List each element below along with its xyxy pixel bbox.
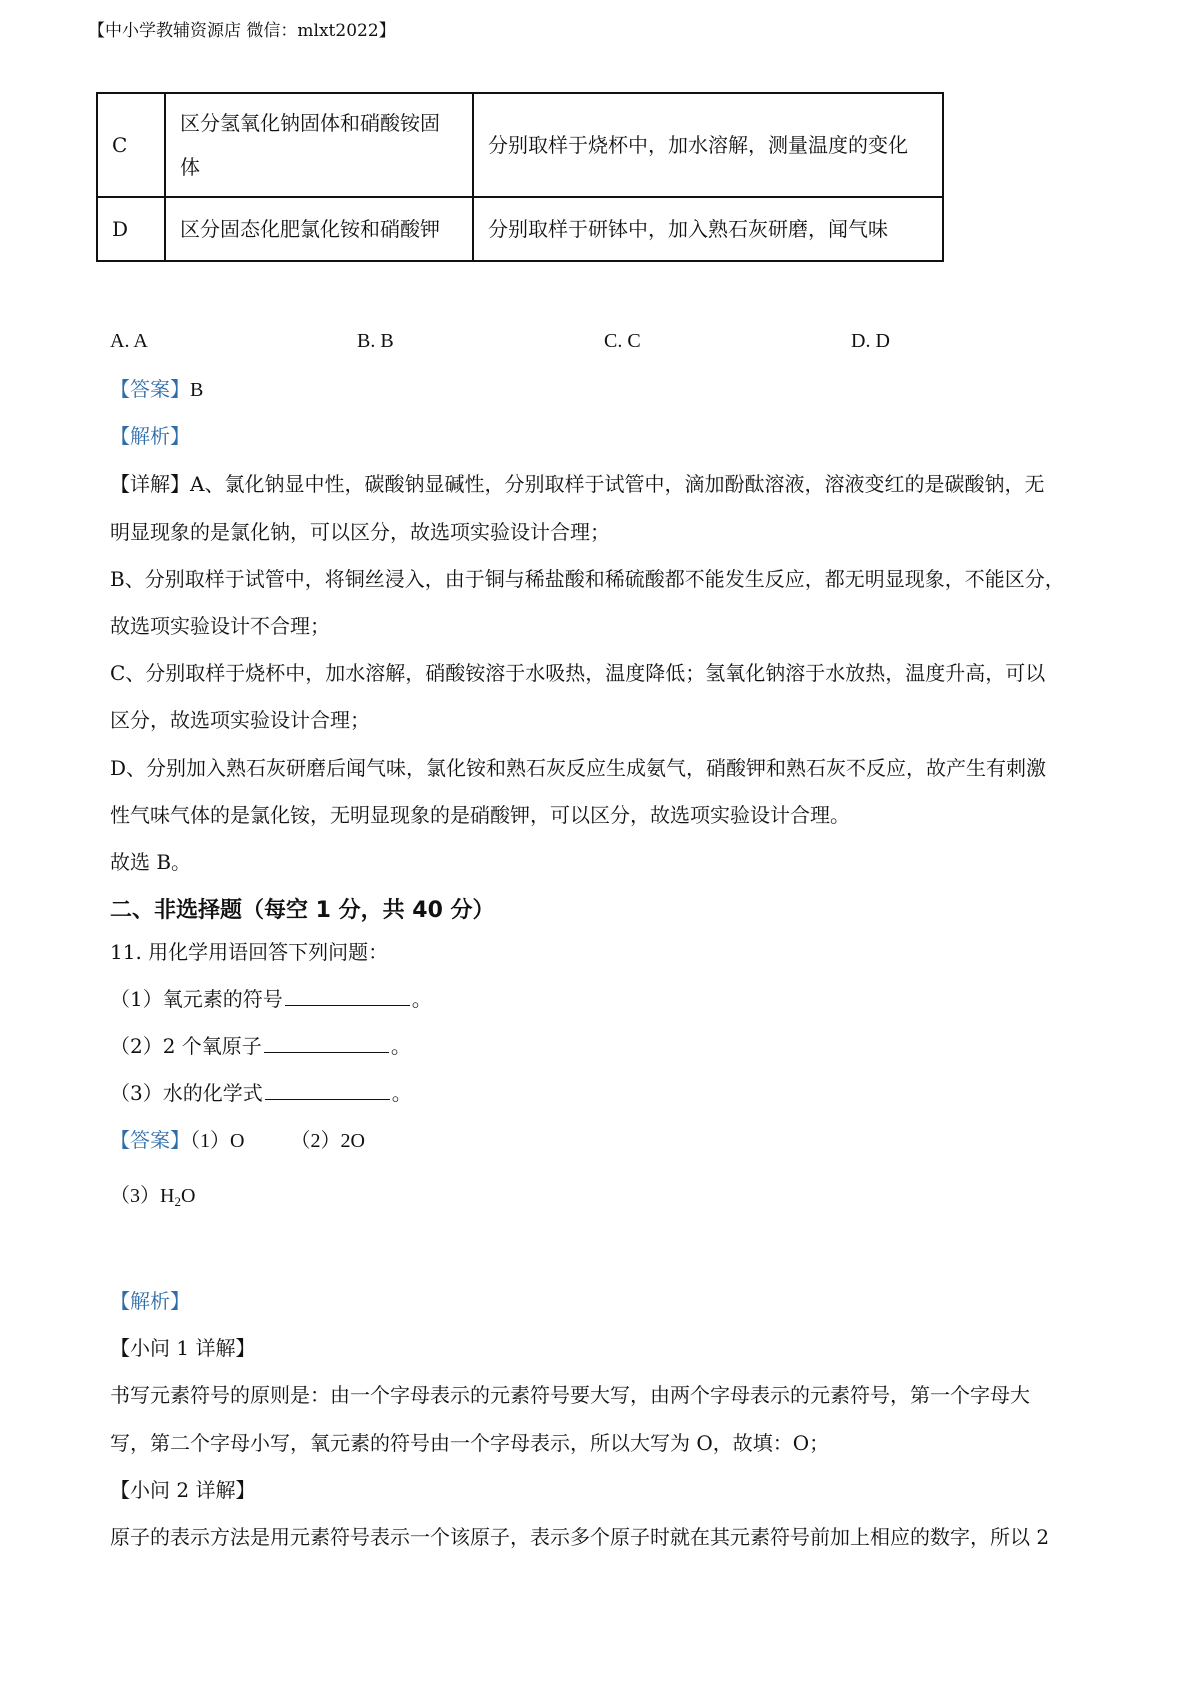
- option-b: B. B: [357, 330, 394, 352]
- detail-line: 【详解】A、氯化钠显中性，碳酸钠显碱性，分别取样于试管中，滴加酚酞溶液，溶液变红的是碳酸钠，无: [110, 472, 1045, 496]
- detail-line: 区分，故选项实验设计合理；: [110, 708, 370, 732]
- detail-line: C、分别取样于烧杯中，加水溶解，硝酸铵溶于水吸热，温度降低；氢氧化钠溶于水放热，温度升高，可以: [110, 661, 1046, 685]
- detail-line: 故选 B。: [110, 850, 192, 874]
- option-d: D. D: [851, 330, 890, 352]
- q11-sub3: （3）水的化学式 。: [110, 1081, 412, 1105]
- part1-line: 写，第二个字母小写，氧元素的符号由一个字母表示，所以大写为 O，故填：O；: [110, 1431, 830, 1455]
- q10-answer: [110, 375, 203, 404]
- part2-tag: 【小问 2 详解】: [110, 1478, 256, 1502]
- answer-tag: 【答案】: [110, 1128, 190, 1152]
- detail-line: 性气味气体的是氯化铵，无明显现象的是硝酸钾，可以区分，故选项实验设计合理。: [110, 803, 850, 827]
- watermark-header: 【中小学教辅资源店 微信：mlxt2022】: [88, 21, 396, 41]
- detail-tag: 【详解】: [110, 472, 190, 496]
- row-label: C: [97, 93, 165, 197]
- detail-line: D、分别加入熟石灰研磨后闻气味，氯化铵和熟石灰反应生成氨气，硝酸钾和熟石灰不反应，故产生有刺激: [110, 756, 1047, 780]
- answer-blank: [265, 1079, 390, 1100]
- answer-value: B: [190, 379, 204, 401]
- option-c: C. C: [604, 330, 641, 352]
- detail-line: B、分别取样于试管中，将铜丝浸入，由于铜与稀盐酸和稀硫酸都不能发生反应，都无明显现象，不能区分，: [110, 567, 1065, 591]
- detail-line: 明显现象的是氯化钠，可以区分，故选项实验设计合理；: [110, 520, 610, 544]
- q11-answer-3: $(3)H_2O$: [110, 1185, 196, 1209]
- q11-answer: 【答案】（1）O （2）2O: [110, 1128, 365, 1152]
- table-row: [97, 93, 943, 197]
- row-method: 分别取样于研钵中，加入熟石灰研磨，闻气味: [473, 197, 943, 261]
- part1-line: 书写元素符号的原则是：由一个字母表示的元素符号要大写，由两个字母表示的元素符号，第一个字母大: [110, 1383, 1030, 1407]
- q11-analysis-tag: 【解析】: [110, 1289, 190, 1313]
- part1-tag: 【小问 1 详解】: [110, 1336, 256, 1360]
- row-item: 区分固态化肥氯化铵和硝酸钾: [165, 197, 473, 261]
- answer-blank: [285, 985, 410, 1006]
- answer-blank: [264, 1032, 389, 1053]
- q11-sub1: （1）氧元素的符号 。: [110, 987, 432, 1011]
- answer-tag: 【答案】: [110, 377, 190, 401]
- q11-sub2: （2）2 个氧原子 。: [110, 1034, 411, 1058]
- part2-line: 原子的表示方法是用元素符号表示一个该原子，表示多个原子时就在其元素符号前加上相应的数字，所以 2: [110, 1525, 1050, 1549]
- row-item: 区分氢氧化钠固体和硝酸铵固体: [165, 93, 473, 197]
- q11-stem: 11. 用化学用语回答下列问题：: [110, 940, 389, 964]
- row-method: 分别取样于烧杯中，加水溶解，测量温度的变化: [473, 93, 943, 197]
- section-title: 二、非选择题（每空 1 分，共 40 分）: [110, 898, 495, 923]
- row-label: D: [97, 197, 165, 261]
- options-table: [96, 92, 944, 262]
- detail-line: 故选项实验设计不合理；: [110, 614, 330, 638]
- table-row: [97, 197, 943, 261]
- option-a: A. A: [110, 330, 148, 352]
- q10-analysis-tag: 【解析】: [110, 424, 190, 448]
